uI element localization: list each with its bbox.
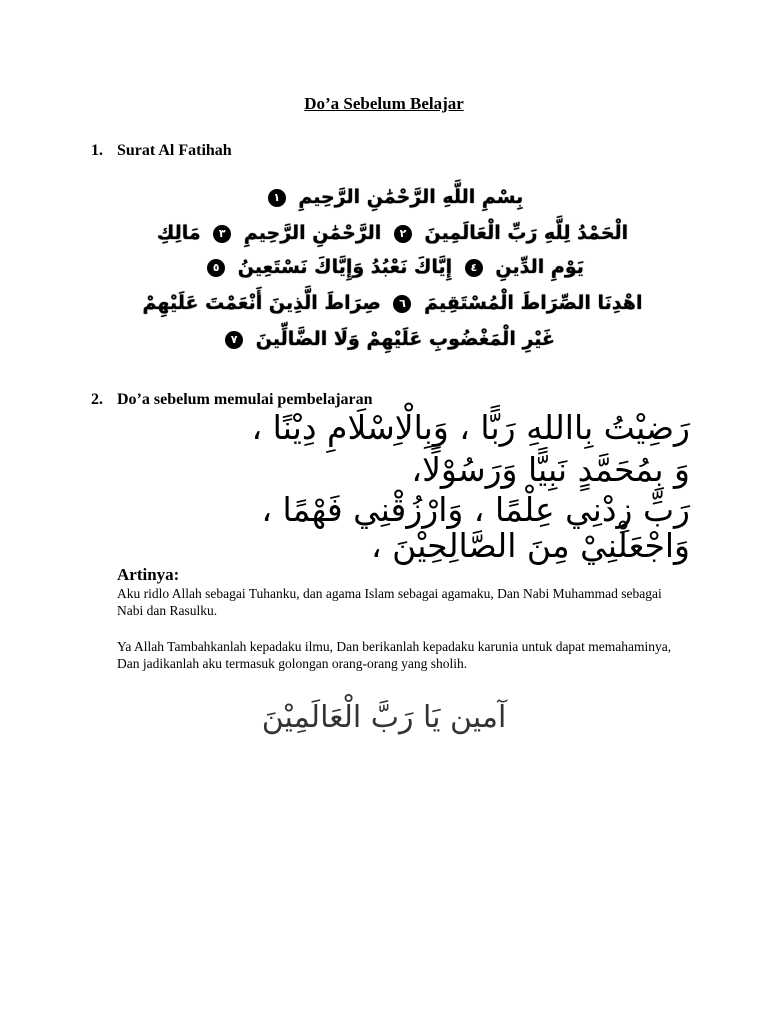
doa-arabic-line-3: رَبِّ زِدْنِي عِلْمًا ، وَارْزُقْنِي فَهْمًا ، — [261, 490, 690, 529]
fatihah-line-1: بِسْمِ اللَّهِ الرَّحْمَٰنِ الرَّحِيمِ ١ — [260, 186, 525, 208]
doa-arabic-line-2: وَ بِمُحَمَّدٍ نَبِيًّا وَرَسُوْلًا، — [411, 450, 690, 489]
translation-paragraph-1: Aku ridlo Allah sebagai Tuhanku, dan agama Islam sebagai agamaku, Dan Nabi Muhammad sebagai Nabi dan Rasulku. — [117, 586, 662, 618]
ayah-number-icon: ٧ — [225, 331, 243, 349]
doa-arabic-line-4: وَاجْعَلْنِيْ مِنَ الصَّالِحِيْنَ ، — [370, 526, 690, 565]
fatihah-line-5: غَيْرِ الْمَغْضُوبِ عَلَيْهِمْ وَلَا الضَّالِّينَ ٧ — [230, 328, 555, 350]
section-number: 1. — [91, 142, 103, 159]
ayah-number-icon: ٥ — [207, 259, 225, 277]
document-title: Do’a Sebelum Belajar — [304, 94, 464, 113]
section-number: 2. — [91, 391, 103, 408]
section-heading-doa — [91, 391, 373, 409]
fatihah-line-4: اهْدِنَا الصِّرَاطَ الْمُسْتَقِيمَ ٦ صِرَاطَ الَّذِينَ أَنْعَمْتَ عَلَيْهِمْ — [142, 292, 643, 314]
amin-arabic: آمين يَا رَبَّ الْعَالَمِيْنَ — [261, 700, 507, 735]
section-heading-text: Surat Al Fatihah — [117, 142, 232, 159]
doa-arabic-line-1: رَضِيْتُ بِااللهِ رَبًّا ، وَبِالْاِسْلَامِ دِيْنًا ، — [251, 408, 690, 447]
fatihah-line-3: يَوْمِ الدِّينِ ٤ إِيَّاكَ نَعْبُدُ وَإِيَّاكَ نَسْتَعِينُ ٥ — [140, 256, 645, 278]
artinya-label: Artinya: — [117, 565, 180, 584]
section-heading-text: Do’a sebelum memulai pembelajaran — [117, 391, 373, 408]
section-heading-fatihah — [91, 142, 232, 160]
ayah-number-icon: ٢ — [394, 225, 412, 243]
translation-paragraph-2: Ya Allah Tambahkanlah kepadaku ilmu, Dan berikanlah kepadaku karunia untuk dapat memahaminya, Dan jadikanlah aku termasuk golongan orang-orang yang sholih. — [117, 639, 672, 671]
ayah-number-icon: ١ — [268, 189, 286, 207]
ayah-number-icon: ٤ — [465, 259, 483, 277]
ayah-number-icon: ٦ — [393, 295, 411, 313]
fatihah-calligraphy-image — [140, 182, 645, 362]
fatihah-line-2: الْحَمْدُ لِلَّهِ رَبِّ الْعَالَمِينَ ٢ الرَّحْمَٰنِ الرَّحِيمِ ٣ مَالِكِ — [156, 222, 629, 244]
ayah-number-icon: ٣ — [213, 225, 231, 243]
